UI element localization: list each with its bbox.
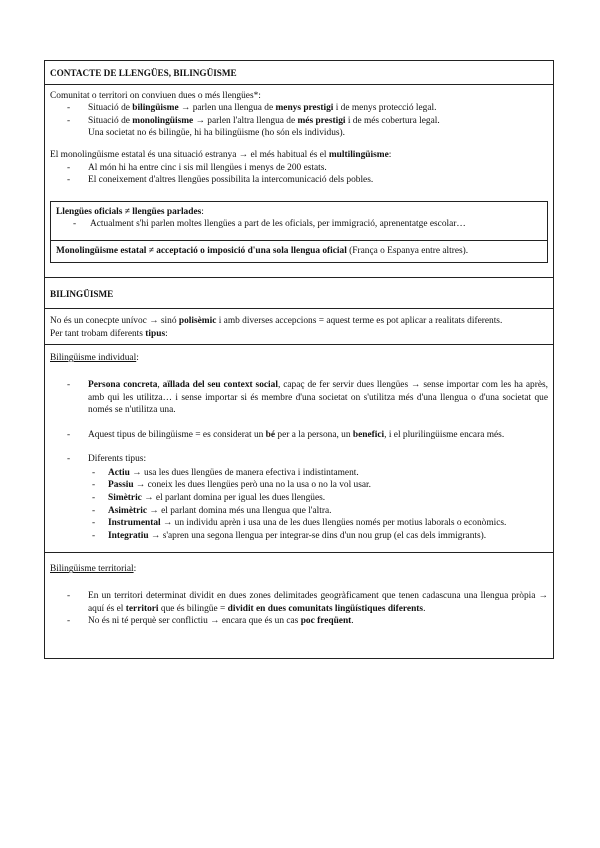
text: : — [133, 564, 137, 575]
box1-list — [56, 218, 542, 231]
text-bold: bilingüisme — [132, 103, 179, 114]
text-bold: més prestigi — [297, 115, 346, 126]
text: : — [136, 353, 139, 364]
text-bold: benefici — [352, 429, 385, 440]
type-name: Simètric — [108, 493, 142, 504]
list-item: - El coneixement d'altres llengües possibilita la intercomunicació dels pobles. — [50, 174, 548, 187]
type-desc: → un individu aprèn i usa una de les dues llengües només per motius laborals o econòmics. — [160, 518, 507, 529]
list-item: - Actualment s'hi parlen moltes llengües a part de les oficials, per immigració, aprenentatge escolar… — [56, 218, 542, 231]
type-desc: → coneix les dues llengües però una no la usa o no la vol usar. — [133, 480, 371, 491]
text-bold: polisèmic — [178, 316, 217, 327]
section2-header — [44, 278, 554, 310]
type-name: Integratiu — [108, 530, 149, 541]
section1-intro: Comunitat o territori on conviuen dues o més llengües*: — [50, 90, 261, 101]
section1-list2 — [50, 162, 548, 187]
text-bold: monolingüisme — [132, 115, 194, 126]
type-name: Actiu — [108, 467, 130, 478]
box2-bold: Monolingüisme estatal ≠ acceptació o imposició d'una sola llengua oficial — [56, 245, 347, 256]
subheading — [50, 563, 548, 576]
subheading-text: Bilingüisme individual — [50, 353, 137, 364]
type-item — [50, 479, 548, 492]
text: i de més cobertura legal. — [345, 115, 440, 126]
text: : — [201, 206, 204, 217]
text: → parlen l'altra llengua de — [193, 115, 298, 126]
text-bold: aïllada del seu context social — [162, 379, 278, 390]
monolingualism-box — [50, 241, 548, 263]
text: . — [423, 603, 426, 614]
type-desc: → el parlant domina més una llengua que l'altra. — [147, 505, 332, 516]
official-languages-box — [50, 201, 548, 241]
text: : — [165, 328, 168, 339]
section1-body — [44, 85, 554, 278]
type-name: Passiu — [108, 480, 134, 491]
list-item — [50, 115, 548, 140]
text: Aquest tipus de bilingüisme = es considerat un — [88, 429, 266, 440]
type-desc: → s'apren una segona llengua per integrar-se dins d'un nou grup (el cas dels immigrants). — [148, 530, 487, 541]
text-bold: bé — [265, 429, 276, 440]
type-item — [50, 517, 548, 530]
section2-p2 — [50, 328, 548, 341]
list-item — [50, 379, 548, 417]
subheading-text: Bilingüisme territorial — [50, 564, 134, 575]
text: que és bilingüe = — [158, 603, 228, 614]
text: , — [157, 379, 163, 390]
text: , i el plurilingüisme encara més. — [384, 429, 505, 440]
text-bold: Persona concreta — [88, 379, 158, 390]
section1-title: CONTACTE DE LLENGÜES, BILINGÜISME — [50, 68, 237, 78]
territorial-bilingualism — [44, 553, 554, 658]
text: No és un conecpte unívoc → sinó — [50, 316, 179, 327]
text: Per tant trobam diferents — [50, 328, 146, 339]
text-bold: territori — [125, 603, 159, 614]
list-item — [50, 429, 548, 442]
box2-rest: (França o Espanya entre altres). — [346, 245, 469, 256]
section2-p1 — [50, 315, 548, 328]
individual-list — [50, 379, 548, 543]
section2-intro — [44, 309, 554, 345]
text: En un territori determinat dividit en dues zones delimitades geogràficament que tenen cadascuna una llengua pròpia → aquí és el — [88, 591, 548, 614]
text-bold: tipus — [145, 328, 166, 339]
types-list — [50, 467, 548, 543]
list-item: - Al món hi ha entre cinc i sis mil llengües i menys de 200 estats. — [50, 162, 548, 175]
type-name: Asimètric — [108, 505, 148, 516]
section2-title: BILINGÜISME — [50, 288, 114, 299]
text-bold: menys prestigi — [275, 103, 334, 114]
text: . — [351, 616, 354, 627]
type-desc: → el parlant domina per igual les dues llengües. — [141, 493, 326, 504]
text: Situació de — [88, 103, 133, 114]
individual-bilingualism — [44, 345, 554, 553]
text: : — [388, 149, 392, 160]
type-item — [50, 467, 548, 480]
type-item — [50, 492, 548, 505]
type-name: Instrumental — [108, 518, 161, 529]
text: i de menys protecció legal. — [333, 103, 437, 114]
territorial-list — [50, 590, 548, 628]
list-item — [50, 102, 548, 115]
section1-list — [50, 102, 548, 140]
section1-header — [44, 60, 554, 85]
text: El monolingüisme estatal és una situació estranya → el més habitual és el — [50, 149, 329, 160]
text-bold: poc freqüent — [300, 616, 352, 627]
bullet-continuation: Una societat no és bilingüe, hi ha bilingüisme (ho són els individus). — [88, 128, 345, 139]
text: Situació de — [88, 115, 133, 126]
text-bold: multilingüisme — [328, 149, 389, 160]
text: i amb diverses accepcions = aquest terme es pot aplicar a realitats diferents. — [216, 316, 503, 327]
text: No és ni té perquè ser conflictiu → encara que és un cas — [88, 616, 301, 627]
type-desc: → usa les dues llengües de manera efectiva i indistintament. — [129, 467, 359, 478]
type-item — [50, 505, 548, 518]
document-page — [44, 60, 554, 659]
list-item — [50, 615, 548, 628]
text: → parlen una llengua de — [178, 103, 276, 114]
subheading — [50, 352, 548, 365]
text: Diferents tipus: — [88, 454, 147, 465]
type-item — [50, 530, 548, 543]
text: , capaç de fer servir dues llengües → sense importar com les ha après, amb qui les utilitza… i sense importar si és membre d'una societat on s'utilitza més d'una llengua o d'una societat que només se n'utilitza una. — [88, 379, 548, 416]
box1-title: Llengües oficials ≠ llengües parlades — [56, 206, 202, 217]
text: per a la persona, un — [275, 429, 353, 440]
section1-para2 — [50, 149, 548, 162]
list-item — [50, 453, 548, 542]
text-bold: dividit en dues comunitats lingüístiques diferents — [227, 603, 424, 614]
list-item — [50, 590, 548, 615]
